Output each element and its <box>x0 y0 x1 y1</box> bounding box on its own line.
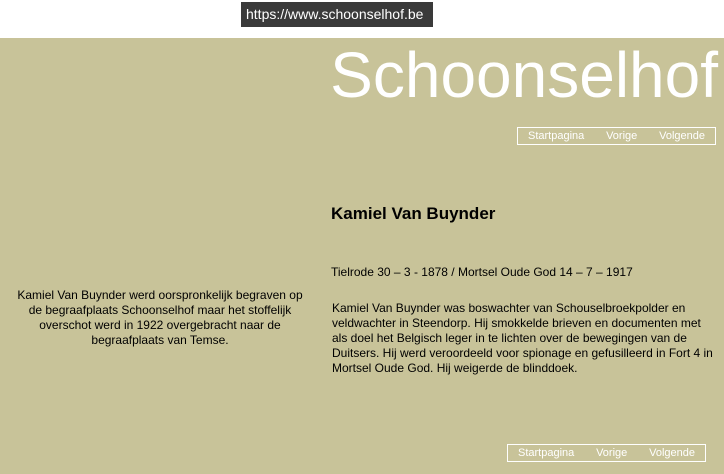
nav-bottom <box>507 444 706 462</box>
person-dates: Tielrode 30 – 3 - 1878 / Mortsel Oude God 14 – 7 – 1917 <box>331 265 633 279</box>
nav-prev-link[interactable]: Vorige <box>606 130 638 142</box>
page-content <box>0 38 724 474</box>
nav-next-link-bottom[interactable]: Volgende <box>649 447 695 459</box>
site-title: Schoonselhof <box>330 39 718 111</box>
nav-home-link[interactable]: Startpagina <box>528 130 585 142</box>
url-text: https://www.schoonselhof.be <box>246 6 424 22</box>
person-name: Kamiel Van Buynder <box>331 204 496 223</box>
url-bar[interactable] <box>241 2 433 27</box>
nav-next-link[interactable]: Volgende <box>659 130 705 142</box>
nav-home-link-bottom[interactable]: Startpagina <box>518 447 575 459</box>
nav-top <box>517 127 716 145</box>
person-bio: Kamiel Van Buynder was boswachter van Schouselbroekpolder en veldwachter in Steendorp. Hij smokkelde brieven en documenten met als doel het Belgisch leger in te lichten over de bewegingen van de Duitsers. Hij werd veroordeeld voor spionage en gefusilleerd in Fort 4 in Mortsel Oude God. Hij weigerde de blinddoek. <box>332 301 713 375</box>
nav-prev-link-bottom[interactable]: Vorige <box>596 447 628 459</box>
burial-note: Kamiel Van Buynder werd oorspronkelijk begraven op de begraafplaats Schoonselhof maar het stoffelijk overschot werd in 1922 overgebracht naar de begraafplaats van Temse. <box>17 288 303 347</box>
